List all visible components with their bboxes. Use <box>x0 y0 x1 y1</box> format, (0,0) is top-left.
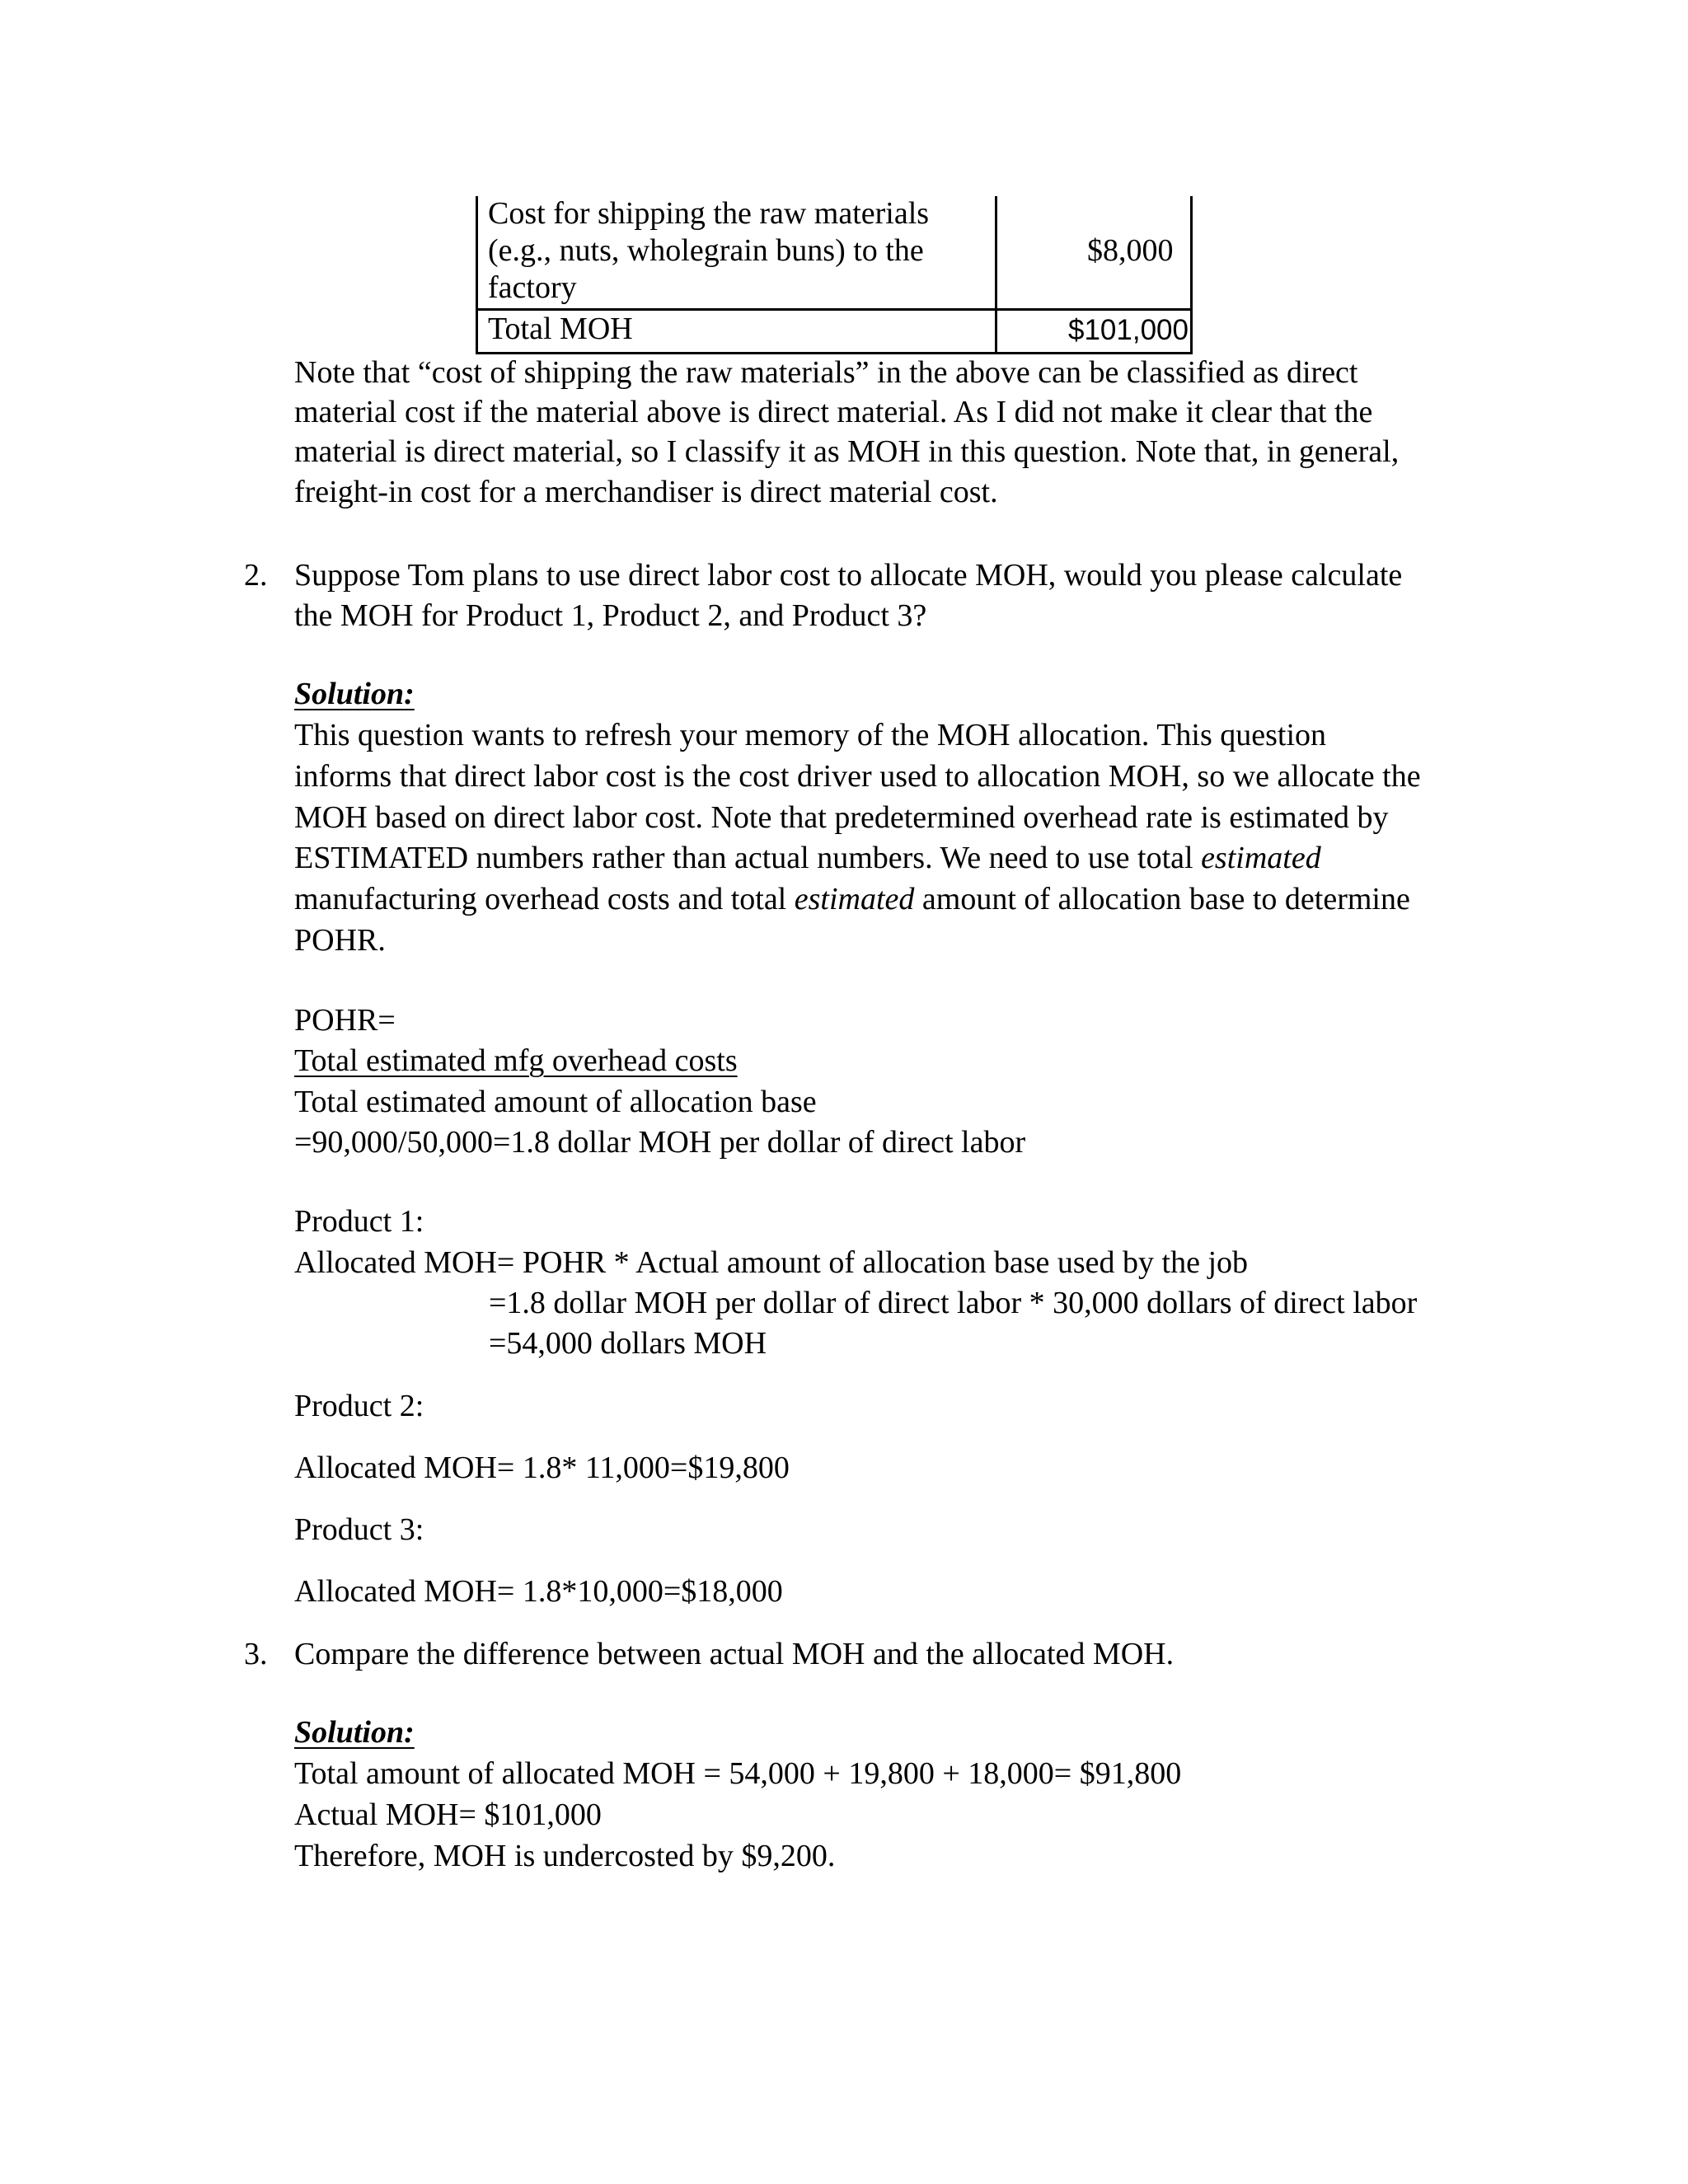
pohr-numerator: Total estimated mfg overhead costs <box>294 1043 738 1078</box>
solution-line: Therefore, MOH is undercosted by $9,200. <box>294 1839 836 1873</box>
solution-line <box>294 879 1410 919</box>
product1-line: Allocated MOH= POHR * Actual amount of allocation base used by the job <box>294 1245 1248 1280</box>
table-right-border <box>1190 196 1193 354</box>
solution-line: Total amount of allocated MOH = 54,000 + 19,800 + 18,000= $91,800 <box>294 1756 1182 1791</box>
solution-line: informs that direct labor cost is the cost driver used to allocation MOH, so we allocate the <box>294 759 1421 794</box>
pohr-result: =90,000/50,000=1.8 dollar MOH per dollar of direct labor <box>294 1125 1026 1160</box>
pohr-label: POHR= <box>294 1003 396 1038</box>
table-row2-label: Total MOH <box>488 312 633 346</box>
product3-line: Allocated MOH= 1.8*10,000=$18,000 <box>294 1574 783 1609</box>
solution-line: Actual MOH= $101,000 <box>294 1797 602 1832</box>
product2-line: Allocated MOH= 1.8* 11,000=$19,800 <box>294 1451 790 1485</box>
table-left-border <box>476 196 478 354</box>
question-text-line: Suppose Tom plans to use direct labor cost to allocate MOH, would you please calculate <box>294 558 1403 593</box>
note-line: material cost if the material above is direct material. As I did not make it clear that the <box>294 395 1373 429</box>
solution-line: MOH based on direct labor cost. Note that predetermined overhead rate is estimated by <box>294 800 1389 835</box>
table-mid-border <box>995 196 997 354</box>
note-line: material is direct material, so I classify it as MOH in this question. Note that, in general, <box>294 434 1400 469</box>
emphasis-text: estimated <box>1201 841 1321 875</box>
product1-label: Product 1: <box>294 1204 424 1239</box>
solution-heading: Solution: <box>294 677 415 711</box>
pohr-denominator: Total estimated amount of allocation base <box>294 1085 817 1119</box>
solution-text: amount of allocation base to determine <box>914 882 1410 916</box>
solution-text: manufacturing overhead costs and total <box>294 882 795 916</box>
product1-line: =54,000 dollars MOH <box>489 1326 767 1361</box>
product2-label: Product 2: <box>294 1389 424 1423</box>
table-row1-desc-line3: factory <box>488 270 577 305</box>
table-row1-desc-line2: (e.g., nuts, wholegrain buns) to the <box>488 233 924 268</box>
product1-line: =1.8 dollar MOH per dollar of direct labor * 30,000 dollars of direct labor <box>489 1286 1418 1320</box>
question-number: 3. <box>244 1637 268 1671</box>
solution-heading: Solution: <box>294 1715 415 1750</box>
table-row1-value: $8,000 <box>1087 233 1174 268</box>
question-text-line: the MOH for Product 1, Product 2, and Product 3? <box>294 598 927 633</box>
solution-line <box>294 838 1321 878</box>
question-text-line: Compare the difference between actual MOH and the allocated MOH. <box>294 1637 1175 1671</box>
question-number: 2. <box>244 558 268 593</box>
table-row2-value: $101,000 <box>1068 314 1189 346</box>
emphasis-text: estimated <box>794 882 915 916</box>
note-line: freight-in cost for a merchandiser is direct material cost. <box>294 475 998 509</box>
note-line: Note that “cost of shipping the raw materials” in the above can be classified as direct <box>294 355 1358 390</box>
solution-text: ESTIMATED numbers rather than actual numbers. We need to use total <box>294 841 1202 875</box>
product3-label: Product 3: <box>294 1512 424 1547</box>
table-row1-desc-line1: Cost for shipping the raw materials <box>488 196 930 231</box>
solution-line: This question wants to refresh your memory of the MOH allocation. This question <box>294 718 1327 752</box>
solution-line: POHR. <box>294 923 386 958</box>
